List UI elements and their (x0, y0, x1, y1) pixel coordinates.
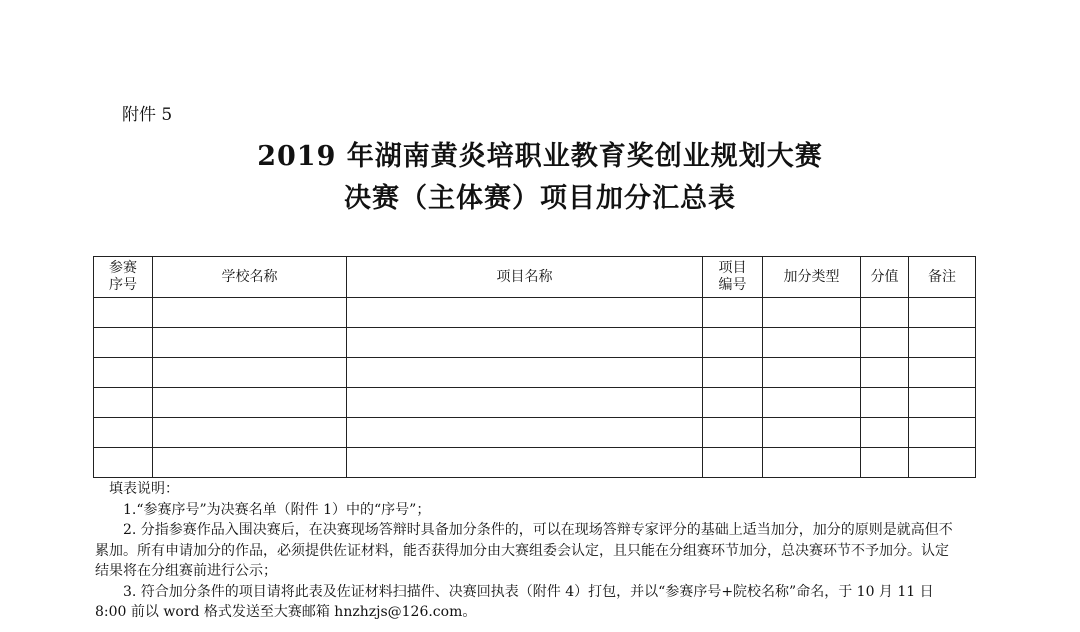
note-item-1: 1.“参赛序号”为决赛名单（附件 1）中的“序号”； (123, 501, 431, 518)
note-item-3: 3. 符合加分条件的项目请将此表及佐证材料扫描件、决赛回执表（附件 4）打包，并以“参赛序号+院校名称”命名，于 10 月 11 日 8:00 前以 word 格式发送至大赛邮箱 hnzhzjs@126.com。 (95, 583, 934, 620)
table-cell (909, 328, 976, 358)
table-cell (763, 388, 861, 418)
table-cell (909, 388, 976, 418)
page-title: 2019 年湖南黄炎培职业教育奖创业规划大赛 (257, 141, 823, 172)
table-cell (861, 448, 909, 478)
table-cell (94, 298, 153, 328)
table-cell (909, 358, 976, 388)
table-cell (703, 388, 763, 418)
header-bonus-type: 加分类型 (763, 257, 861, 298)
header-score: 分值 (861, 257, 909, 298)
table-cell (347, 448, 703, 478)
header-entry-number: 参赛 序号 (94, 257, 153, 298)
table-header-row (94, 257, 976, 298)
table-cell (347, 388, 703, 418)
table-cell (347, 328, 703, 358)
attachment-label: 附件 5 (122, 105, 173, 125)
table-cell (347, 298, 703, 328)
table-cell (94, 448, 153, 478)
table-row (94, 358, 976, 388)
table-cell (909, 448, 976, 478)
table-cell (861, 358, 909, 388)
table-cell (153, 298, 347, 328)
note-item-2: 2. 分指参赛作品入围决赛后，在决赛现场答辩时具备加分条件的，可以在现场答辩专家评分的基础上适当加分，加分的原则是就高但不累加。所有申请加分的作品，必须提供佐证材料，能否获得加分由大赛组委会认定，且只能在分组赛环节加分，总决赛环节不予加分。认定结果将在分组赛前进行公示； (95, 522, 953, 579)
summary-table (93, 256, 976, 478)
table-row (94, 298, 976, 328)
table-cell (94, 388, 153, 418)
table-row (94, 388, 976, 418)
table-row (94, 448, 976, 478)
header-remarks: 备注 (909, 257, 976, 298)
table-cell (153, 448, 347, 478)
table-cell (703, 448, 763, 478)
header-school-name: 学校名称 (153, 257, 347, 298)
table-cell (153, 418, 347, 448)
table-cell (153, 358, 347, 388)
table-row (94, 328, 976, 358)
table-cell (703, 358, 763, 388)
table-cell (153, 388, 347, 418)
table-cell (703, 328, 763, 358)
header-project-name: 项目名称 (347, 257, 703, 298)
notes-heading: 填表说明： (109, 481, 179, 497)
table-cell (347, 418, 703, 448)
page-subtitle: 决赛（主体赛）项目加分汇总表 (344, 183, 736, 214)
table-cell (763, 418, 861, 448)
table-cell (909, 298, 976, 328)
table-cell (861, 298, 909, 328)
table-cell (763, 328, 861, 358)
table-cell (153, 328, 347, 358)
table-cell (861, 418, 909, 448)
filling-instructions (95, 479, 955, 623)
table-cell (763, 448, 861, 478)
table-cell (94, 328, 153, 358)
table-cell (861, 328, 909, 358)
table-cell (763, 298, 861, 328)
table-cell (703, 298, 763, 328)
table-cell (763, 358, 861, 388)
table-cell (861, 388, 909, 418)
table-cell (347, 358, 703, 388)
table-cell (909, 418, 976, 448)
table-cell (94, 418, 153, 448)
table-row (94, 418, 976, 448)
table-cell (703, 418, 763, 448)
table-cell (94, 358, 153, 388)
header-project-number: 项目 编号 (703, 257, 763, 298)
